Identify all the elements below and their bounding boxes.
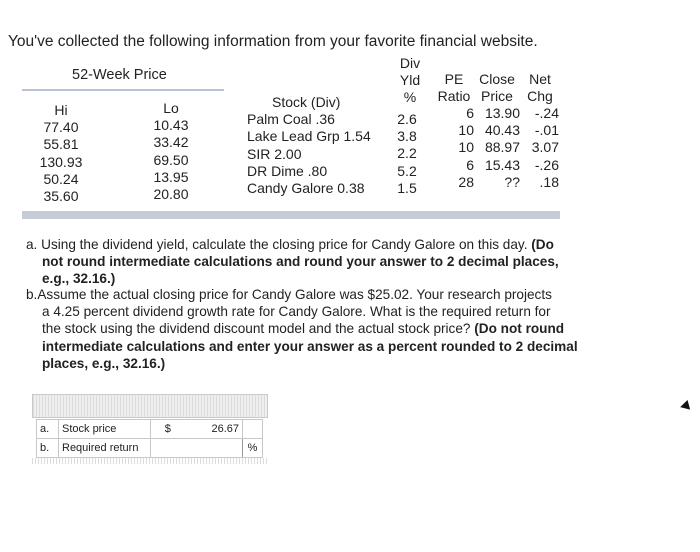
yld-cell: 5.2 [397, 162, 417, 179]
pe-heading-line: PE [444, 71, 464, 87]
yld-heading-line: Yld [399, 72, 421, 88]
hi-cell: 35.60 [43, 188, 79, 205]
question-b-bold: (Do not round [474, 321, 565, 337]
pe-cell: 6 [466, 105, 474, 121]
yld-cell: 3.8 [397, 128, 417, 145]
question-b [26, 286, 626, 372]
pe-ratio-heading [430, 71, 478, 105]
hi-column [34, 102, 88, 205]
question-b-bold: intermediate calculations and enter your answer as a percent rounded to 2 decimal [42, 338, 578, 354]
lo-cell: 33.42 [153, 134, 189, 151]
lo-cell: 20.80 [153, 186, 189, 203]
ratio-heading-line: Ratio [437, 88, 471, 104]
lo-cell: 10.43 [153, 117, 189, 134]
net-cell: -.26 [534, 156, 559, 173]
question-b-text: a 4.25 percent dividend growth rate for Candy Galore. What is the required return for [42, 304, 551, 320]
stock-cell: SIR 2.00 [247, 145, 302, 162]
question-a-bold: e.g., 32.16.) [42, 271, 116, 287]
question-a-bold: not round intermediate calculations and round your answer to 2 decimal places, [42, 254, 559, 270]
answer-letter: a. [37, 420, 59, 439]
div-yld-heading [393, 55, 427, 106]
close-cell: ?? [504, 173, 520, 190]
stock-cell: Palm Coal .36 [247, 111, 335, 128]
lo-column [143, 100, 199, 203]
answer-row-a [37, 420, 263, 439]
heading-divider [22, 89, 224, 91]
hi-heading: Hi [54, 102, 68, 118]
close-cell: 40.43 [484, 122, 520, 139]
stock-column [247, 94, 371, 197]
close-heading-line: Close [479, 71, 515, 87]
close-cell: 13.90 [484, 105, 520, 121]
net-cell: 3.07 [531, 139, 559, 156]
mouse-cursor-icon [679, 400, 690, 412]
hi-cell: 130.93 [39, 153, 83, 170]
answer-table [36, 419, 263, 458]
currency-prefix [151, 439, 185, 458]
yld-cell: 2.6 [397, 111, 417, 127]
answer-label: Stock price [59, 420, 151, 439]
hi-cell: 50.24 [43, 170, 79, 187]
net-cell: -.24 [534, 105, 559, 121]
yld-column [389, 111, 425, 197]
question-b-line3 [26, 320, 626, 337]
question-a-label: a. [26, 237, 38, 252]
pe-cell: 10 [458, 122, 474, 139]
week-price-heading: 52-Week Price [72, 67, 167, 83]
yld-cell: 1.5 [397, 179, 417, 196]
yld-cell: 2.2 [397, 145, 417, 162]
pe-cell: 28 [458, 173, 474, 190]
answer-suffix [243, 420, 263, 439]
question-b-text: the stock using the dividend discount model and the actual stock price? [42, 321, 471, 337]
intro-text: You've collected the following information from your favorite financial website. [8, 33, 538, 50]
net-chg-heading [521, 71, 559, 105]
answer-table-header [32, 394, 268, 418]
close-column [474, 105, 520, 191]
question-b-label: b. [26, 287, 38, 302]
chg-heading-line: Chg [527, 88, 553, 104]
lo-cell: 13.95 [153, 168, 189, 185]
close-cell: 15.43 [484, 156, 520, 173]
question-b-text: Assume the actual closing price for Candy Galore was $25.02. Your research projects [37, 287, 552, 302]
net-cell: -.01 [534, 122, 559, 139]
question-b-bold: places, e.g., 32.16.) [42, 355, 166, 371]
question-a-text: Using the dividend yield, calculate the closing price for Candy Galore on this day. [41, 237, 528, 252]
percent-suffix: % [243, 439, 263, 458]
question-a [26, 236, 626, 288]
answer-letter: b. [37, 439, 59, 458]
answer-row-b [37, 439, 263, 458]
stock-cell: Lake Lead Grp 1.54 [247, 128, 371, 145]
close-cell: 88.97 [484, 139, 520, 156]
pe-column [430, 105, 474, 191]
answer-table-footer [32, 458, 268, 464]
div-heading-line: Div [399, 55, 421, 71]
currency-prefix: $ [151, 420, 185, 439]
net-column [517, 105, 559, 191]
net-cell: .18 [539, 173, 559, 190]
required-return-input[interactable] [185, 439, 243, 458]
price-heading-line: Price [481, 88, 513, 104]
net-heading-line: Net [529, 71, 551, 87]
table-bottom-bar [22, 211, 560, 219]
stock-cell: DR Dime .80 [247, 162, 328, 179]
stock-heading: Stock (Div) [272, 94, 341, 110]
pct-heading-line: % [403, 89, 417, 105]
stock-price-input[interactable]: 26.67 [185, 420, 243, 439]
close-price-heading [474, 71, 520, 105]
pe-cell: 6 [466, 156, 474, 173]
lo-heading: Lo [163, 100, 179, 116]
hi-cell: 55.81 [43, 136, 79, 153]
lo-cell: 69.50 [153, 151, 189, 168]
answer-label: Required return [59, 439, 151, 458]
hi-cell: 77.40 [43, 119, 79, 136]
stock-cell: Candy Galore 0.38 [247, 180, 365, 197]
question-a-bold: (Do [531, 237, 554, 252]
pe-cell: 10 [458, 139, 474, 156]
